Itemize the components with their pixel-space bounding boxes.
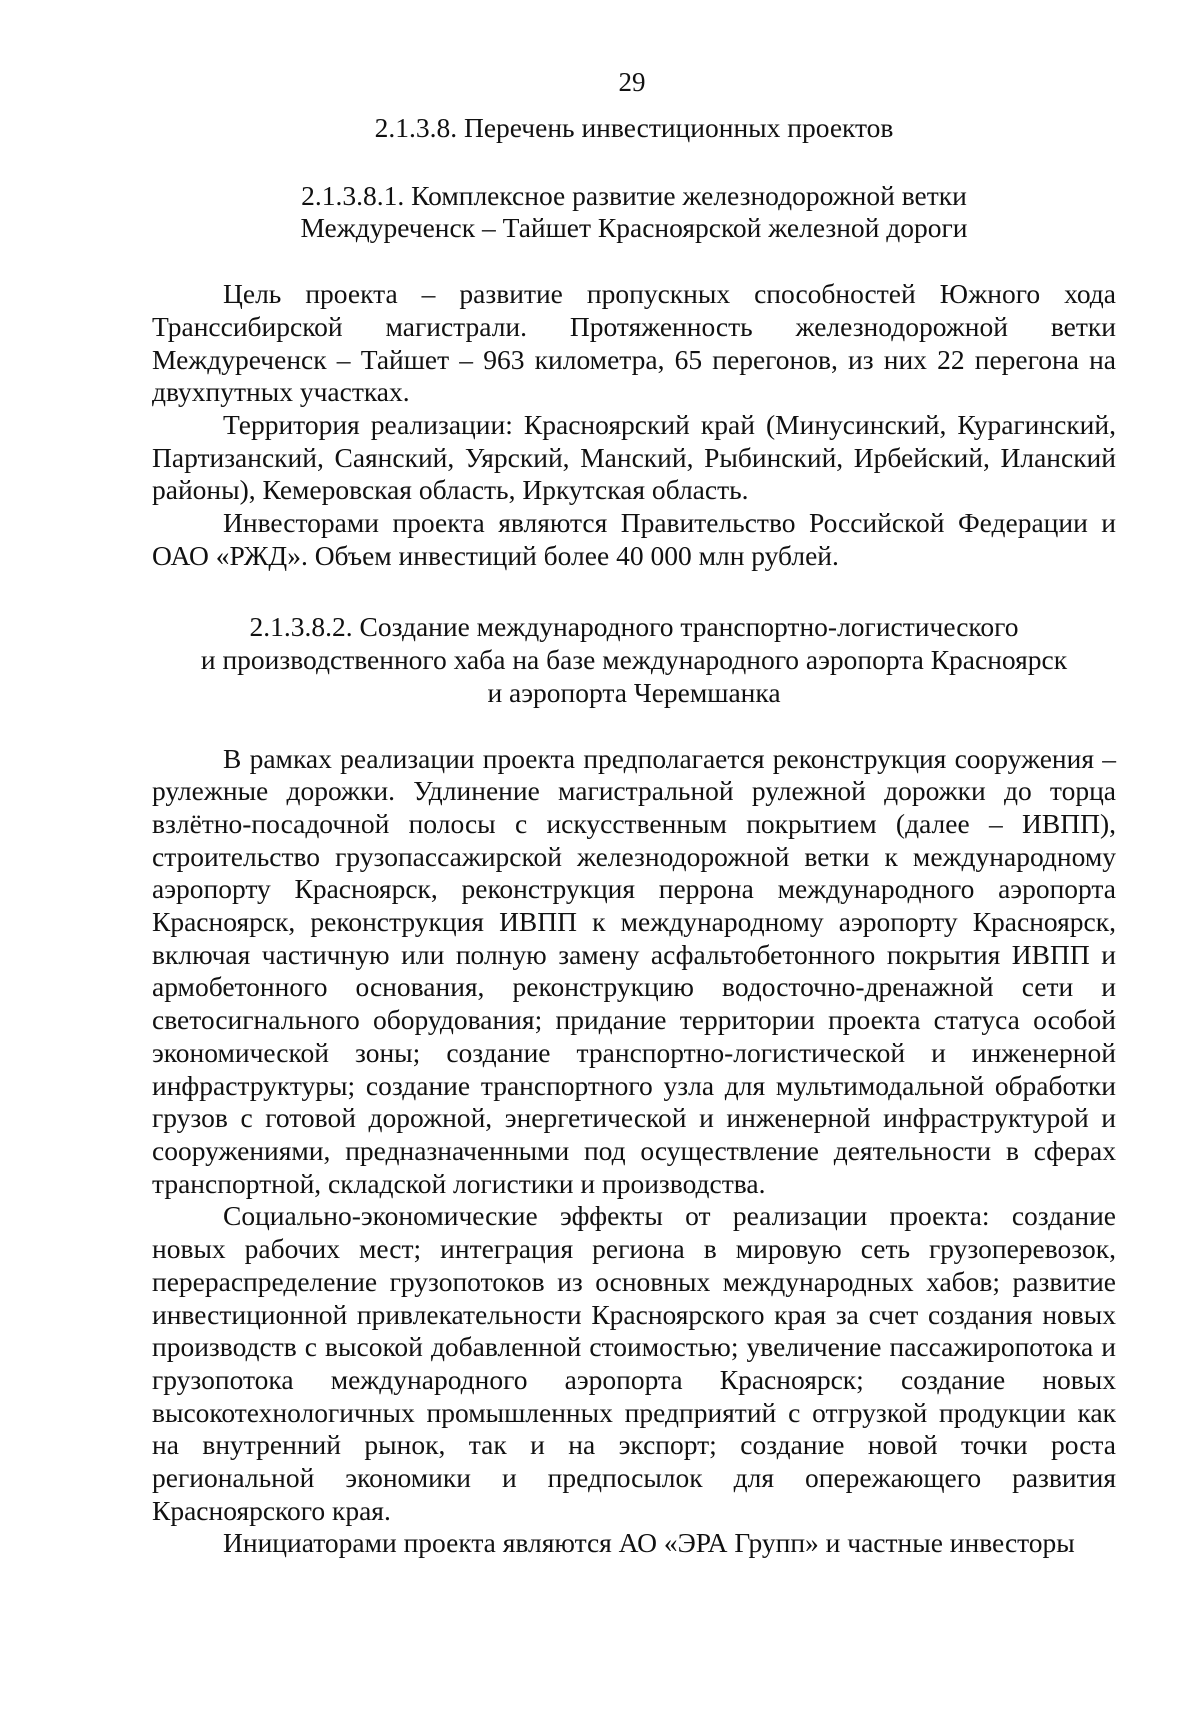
project-1-paragraph-goal: Цель проекта – развитие пропускных способностей Южного хода Транссибирской магистрали. Протяженность железнодорожной ветки Междуреченск – Тайшет – 963 километра, 65 перегонов, из них 22 перегона на двухпутных участках. — [152, 278, 1116, 408]
project-2-heading-line: 2.1.3.8.2. Создание международного транспортно-логистического — [249, 611, 1019, 643]
project-1-heading-line: Междуреченск – Тайшет Красноярской железной дороги — [300, 212, 968, 244]
project-2-heading-line: и аэропорта Черемшанка — [487, 676, 781, 708]
project-1-paragraph-investors: Инвесторами проекта являются Правительство Российской Федерации и ОАО «РЖД». Объем инвестиций более 40 000 млн рублей. — [152, 507, 1116, 571]
project-1-body — [152, 278, 1116, 572]
project-1-heading-line: 2.1.3.8.1. Комплексное развитие железнодорожной ветки — [301, 179, 967, 211]
project-1-heading — [152, 180, 1116, 245]
project-2-body — [152, 743, 1116, 1561]
project-2-paragraph-initiators: Инициаторами проекта являются АО «ЭРА Групп» и частные инвесторы — [223, 1527, 1075, 1559]
project-1-paragraph-territory: Территория реализации: Красноярский край (Минусинский, Курагинский, Партизанский, Саянский, Уярский, Манский, Рыбинский, Ирбейский, Иланский районы), Кемеровская область, Иркутская область. — [152, 408, 1116, 506]
project-2-paragraph-effects: Социально-экономические эффекты от реализации проекта: создание новых рабочих мест; интеграция региона в мировую сеть грузоперевозок, перераспределение грузопотоков из основных международных хабов; развитие инвестиционной привлекательности Красноярского края за счет создания новых производств с высокой добавленной стоимостью; увеличение пассажиропотока и грузопотока международного аэропорта Красноярск; создание новых высокотехнологичных промышленных предприятий с отгрузкой продукции как на внутренний рынок, так и на экспорт; создание новой точки роста региональной экономики и предпосылок для опережающего развития Красноярского края. — [152, 1200, 1116, 1526]
project-2-heading — [152, 611, 1116, 709]
project-2-heading-line: и производственного хаба на базе международного аэропорта Красноярск — [200, 644, 1068, 676]
page-content — [152, 112, 1116, 1560]
section-title: 2.1.3.8. Перечень инвестиционных проектов — [374, 112, 894, 143]
project-2-paragraph-scope: В рамках реализации проекта предполагается реконструкция сооружения – рулежные дорожки. Удлинение магистральной рулежной дорожки до торца взлётно-посадочной полосы с искусственным покрытием (далее – ИВПП), строительство грузопассажирской железнодорожной ветки к международному аэропорту Красноярск, реконструкция перрона международного аэропорта Красноярск, реконструкция ИВПП к международному аэропорту Красноярск, включая частичную или полную замену асфальтобетонного покрытия ИВПП и армобетонного основания, реконструкцию водосточно-дренажной сети и светосигнального оборудования; придание территории проекта статуса особой экономической зоны; создание транспортно-логистической и инженерной инфраструктуры; создание транспортного узла для мультимодальной обработки грузов с готовой дорожной, энергетической и инженерной инфраструктурой и сооружениями, предназначенными под осуществление деятельности в сферах транспортной, складской логистики и производства. — [152, 742, 1116, 1199]
page-number: 29 — [618, 67, 646, 97]
